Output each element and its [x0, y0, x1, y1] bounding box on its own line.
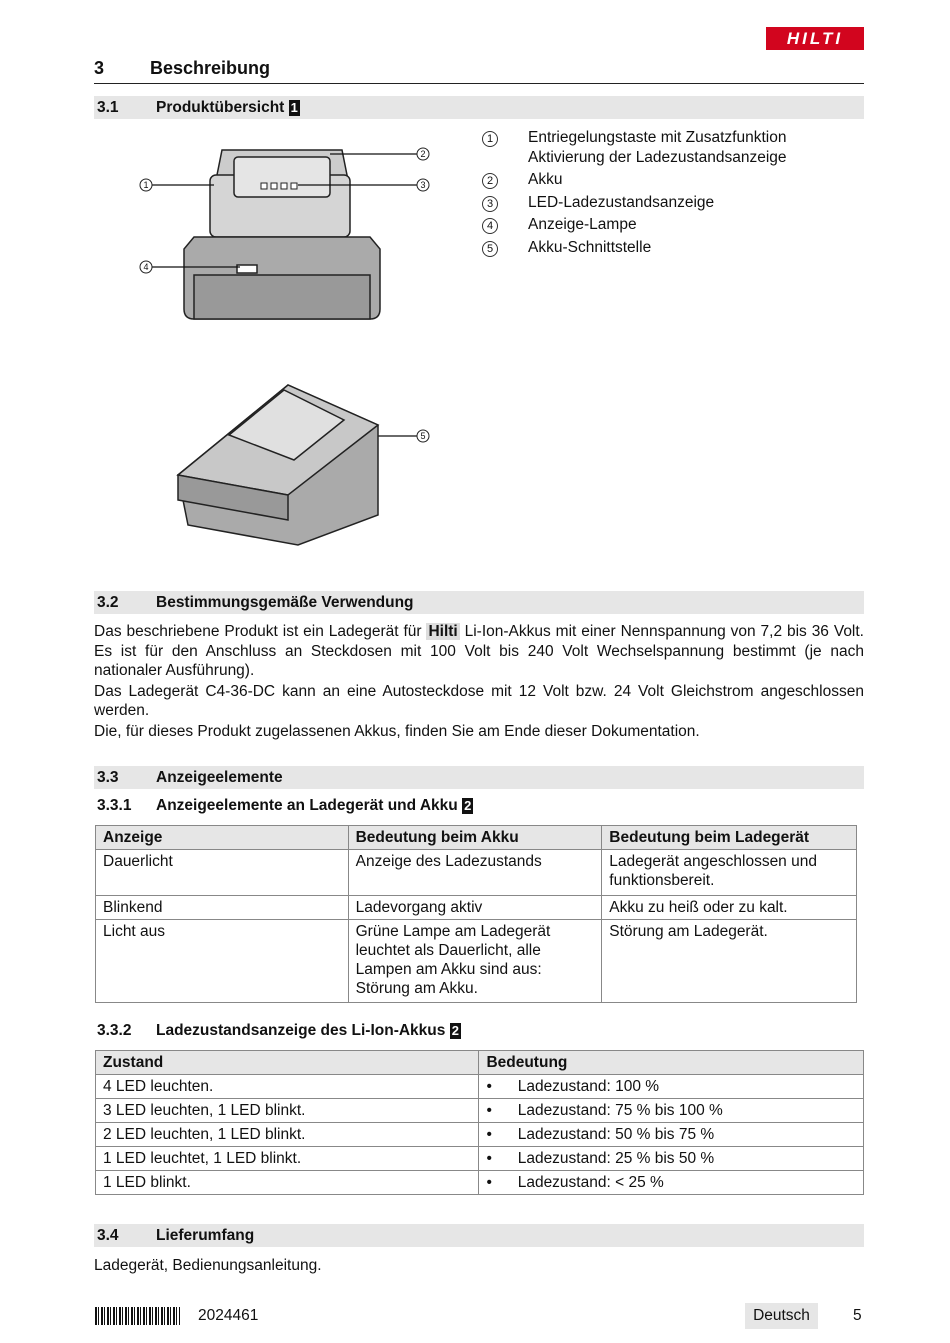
- chapter-heading: 3 Beschreibung: [94, 58, 864, 84]
- table-row: Blinkend Ladevorgang aktiv Akku zu heiß oder zu kalt.: [96, 896, 857, 920]
- usage-text: Das beschriebene Produkt ist ein Ladegerät für Hilti Li-Ion-Akkus mit einer Nennspannung von 7,2 bis 36 Volt. Es ist für den Anschluss an Steckdosen mit 100 Volt bis 240 Volt Wechselspannung bestimmt (je nach nationaler Ausführung). Das Ladegerät C4-36-DC kann an eine Autosteckdose mit 12 Volt bzw. 24 Volt Gleichstrom angeschlossen werden. Die, für dieses Produkt zugelassenen Akkus, finden Sie am Ende dieser Dokumentation.: [94, 623, 864, 740]
- svg-text:4: 4: [143, 262, 149, 272]
- section-3-4-heading: 3.4 Lieferumfang: [94, 1224, 864, 1247]
- section-3-3-heading: 3.3 Anzeigeelemente: [94, 766, 864, 789]
- section-3-3-2-heading: 3.3.2 Ladezustandsanzeige des Li-Ion-Akkus 2: [97, 1022, 459, 1039]
- language-label: Deutsch: [745, 1303, 818, 1329]
- legend-item: 4 Anzeige-Lampe: [482, 215, 862, 235]
- document-code: 2024461: [198, 1307, 259, 1324]
- table-row: Licht aus Grüne Lampe am Ladegerät leuchtet als Dauerlicht, alle Lampen am Akku sind aus: Störung am Akku. Störung am Ladegerät.: [96, 920, 857, 1003]
- hilti-logo: HILTI: [766, 27, 864, 50]
- svg-text:1: 1: [143, 180, 149, 190]
- barcode: [95, 1307, 180, 1325]
- display-elements-table: Anzeige Bedeutung beim Akku Bedeutung beim Ladegerät Dauerlicht Anzeige des Ladezustands Ladegerät angeschlossen und funktionsbereit. Blinkend Ladevorgang aktiv Akku zu heiß oder zu kalt. Licht aus Grüne Lampe am Ladegerät leuchtet als Dauerlicht, alle Lampen am Akku sind aus: Störung am Akku. Störung am Ladegerät.: [95, 825, 857, 1003]
- legend-item: 5 Akku-Schnittstelle: [482, 238, 862, 258]
- section-3-3-1-heading: 3.3.1 Anzeigeelemente an Ladegerät und Akku 2: [97, 797, 472, 814]
- svg-text:5: 5: [420, 431, 426, 441]
- section-3-1-heading: 3.1 Produktübersicht 1: [94, 96, 864, 119]
- table-row: 4 LED leuchten. • Ladezustand: 100 %: [96, 1075, 864, 1099]
- page-number: 5: [853, 1307, 862, 1324]
- legend-item: 2 Akku: [482, 170, 862, 190]
- legend-item: 1 Entriegelungstaste mit Zusatzfunktion Aktivierung der Ladezustandsanzeige: [482, 128, 862, 167]
- svg-text:2: 2: [420, 149, 426, 159]
- table-row: 1 LED leuchtet, 1 LED blinkt. • Ladezustand: 25 % bis 50 %: [96, 1147, 864, 1171]
- table-row: Dauerlicht Anzeige des Ladezustands Ladegerät angeschlossen und funktionsbereit.: [96, 850, 857, 896]
- scope-of-delivery-text: Ladegerät, Bedienungsanleitung.: [94, 1257, 322, 1274]
- table-row: 2 LED leuchten, 1 LED blinkt. • Ladezustand: 50 % bis 75 %: [96, 1123, 864, 1147]
- section-3-2-heading: 3.2 Bestimmungsgemäße Verwendung: [94, 591, 864, 614]
- figure-ref: 1: [290, 100, 298, 115]
- table-row: 1 LED blinkt. • Ladezustand: < 25 %: [96, 1171, 864, 1195]
- table-row: 3 LED leuchten, 1 LED blinkt. • Ladezustand: 75 % bis 100 %: [96, 1099, 864, 1123]
- legend-item: 3 LED-Ladezustandsanzeige: [482, 193, 862, 213]
- product-illustration: [94, 125, 464, 570]
- charge-state-table: Zustand Bedeutung 4 LED leuchten. • Ladezustand: 100 % 3 LED leuchten, 1 LED blinkt. • Ladezustand: 75 % bis 100 % 2 LED leuchten, 1 LED blinkt. • Ladezustand: 50 % bis 75 % 1 LED leuchtet, 1 LED blinkt. • Ladezustand: 25 % bis 50 % 1 LED blinkt. • Ladezustand: < 25 %: [95, 1050, 864, 1195]
- legend-list: [482, 128, 862, 260]
- svg-text:3: 3: [420, 180, 426, 190]
